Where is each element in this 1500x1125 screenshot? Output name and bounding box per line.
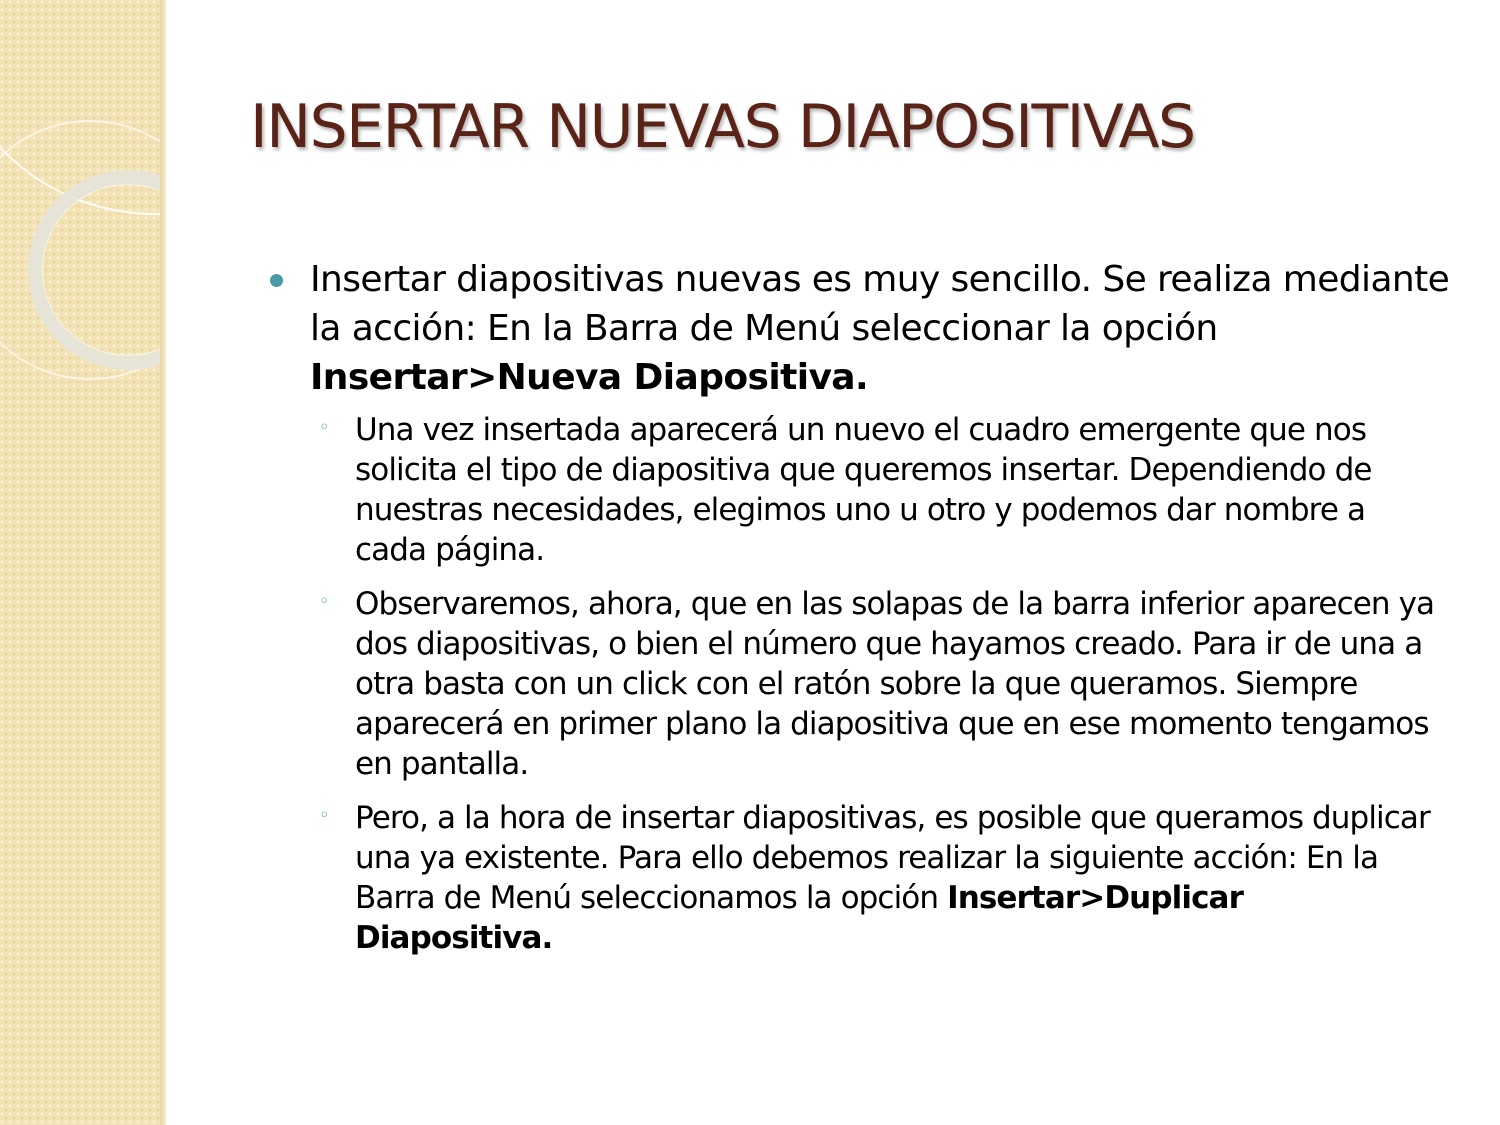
hollow-circle-bullet-icon: ◦ (319, 805, 329, 826)
slide-title: INSERTAR NUEVAS DIAPOSITIVAS (250, 92, 1195, 162)
sub-bullet-text: Pero, a la hora de insertar diapositivas, es posible que queramos duplicar una ya existente. Para ello debemos realizar la siguiente acción: En la Barra de Menú seleccionamos la opción (355, 800, 1430, 916)
filled-circle-bullet-icon (270, 274, 283, 287)
slide-body (262, 255, 1462, 972)
decorative-side-panel (0, 0, 165, 1125)
main-bullet (262, 255, 1462, 402)
hollow-circle-bullet-icon: ◦ (319, 417, 329, 438)
sub-bullet-text: Una vez insertada aparecerá un nuevo el cuadro emergente que nos solicita el tipo de diapositiva que queremos insertar. Dependiendo de nuestras necesidades, elegimos uno u otro y podemos dar nombre a cada página. (355, 412, 1372, 568)
main-bullet-bold-text: Insertar>Nueva Diapositiva. (310, 357, 869, 398)
side-panel-edge (160, 0, 166, 1125)
sub-bullet (262, 584, 1462, 784)
main-bullet-text: Insertar diapositivas nuevas es muy sencillo. Se realiza mediante la acción: En la Barra de Menú seleccionar la opción (310, 259, 1450, 349)
hollow-circle-bullet-icon: ◦ (319, 591, 329, 612)
sub-bullet-text: Observaremos, ahora, que en las solapas de la barra inferior aparecen ya dos diapositivas, o bien el número que hayamos creado. Para ir de una a otra basta con un click con el ratón sobre la que queramos. Siempre aparecerá en primer plano la diapositiva que en ese momento tengamos en pantalla. (355, 586, 1435, 782)
sub-bullet (262, 410, 1462, 570)
sub-bullet (262, 798, 1462, 958)
sub-bullet-bold-text: Insertar>Duplicar Diapositiva. (355, 880, 1243, 956)
